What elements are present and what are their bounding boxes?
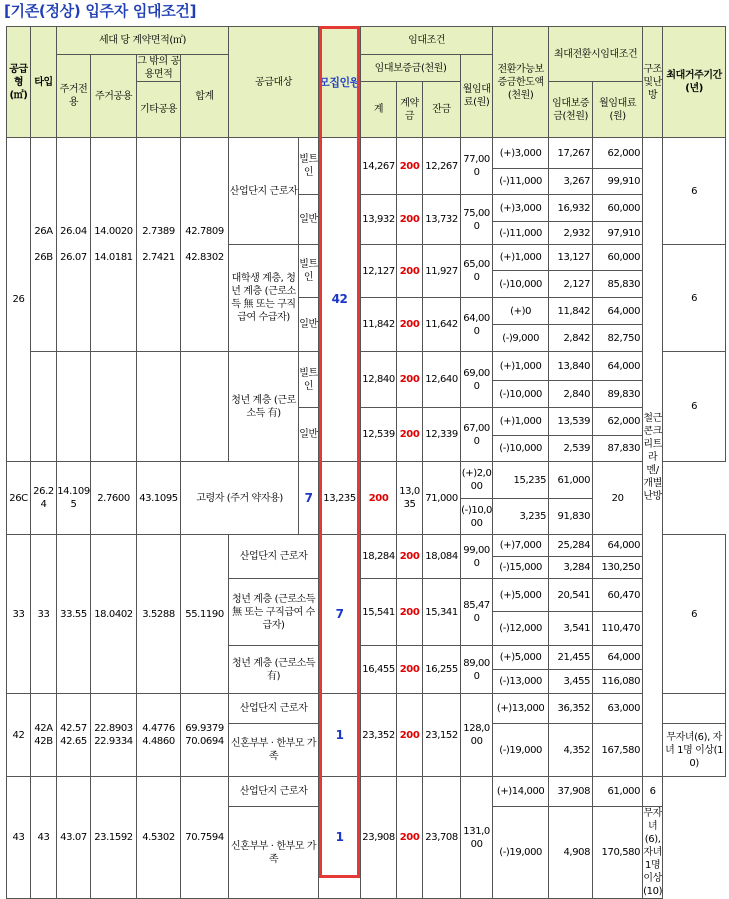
table-row <box>7 462 726 499</box>
residence-period: 무자녀(6), 자녀 1명 이상(10) <box>663 724 726 777</box>
deposit-contract: 200 <box>397 245 423 298</box>
other-common-area-cell: 2.7389 2.7421 <box>137 138 181 352</box>
rent-conditions-table <box>6 26 726 899</box>
residence-period: 6 <box>663 535 726 694</box>
subtype-cell: 일반 <box>299 195 319 245</box>
monthly-rent: 85,470 <box>461 579 493 646</box>
max-monthly: 64,000 <box>593 298 643 325</box>
deposit-balance: 16,255 <box>423 646 461 694</box>
recruit-count: 7 <box>319 535 361 694</box>
deposit-balance: 15,341 <box>423 579 461 646</box>
target-cell: 산업단지 근로자 <box>229 535 319 579</box>
max-deposit: 2,539 <box>549 436 593 462</box>
max-deposit: 20,541 <box>549 579 593 612</box>
exclusive-area-cell: 26.24 <box>31 462 57 535</box>
max-deposit: 3,455 <box>549 670 593 694</box>
conversion-limit: (-)11,000 <box>493 169 549 195</box>
conversion-limit: (+)3,000 <box>493 138 549 169</box>
deposit-balance: 12,267 <box>423 138 461 195</box>
max-deposit: 13,840 <box>549 352 593 381</box>
common-area-cell: 18.0402 <box>91 535 137 694</box>
header-deposit-contract: 계약금 <box>397 82 423 138</box>
table-row <box>7 777 726 807</box>
conversion-limit: (+)5,000 <box>493 646 549 670</box>
type-cell: 42A 42B <box>31 694 57 777</box>
max-deposit: 3,267 <box>549 169 593 195</box>
target-cell: 산업단지 근로자 <box>229 694 319 724</box>
monthly-rent: 65,000 <box>461 245 493 298</box>
max-monthly: 110,470 <box>593 612 643 646</box>
deposit-total: 12,127 <box>361 245 397 298</box>
table-row <box>7 352 726 381</box>
conversion-limit: (+)13,000 <box>493 694 549 724</box>
subtype-cell: 일반 <box>299 408 319 462</box>
max-monthly: 60,000 <box>593 245 643 271</box>
deposit-total: 23,352 <box>361 694 397 777</box>
max-monthly: 130,250 <box>593 557 643 579</box>
blank-type-cell <box>31 352 57 462</box>
conversion-limit: (+)3,000 <box>493 195 549 222</box>
deposit-balance: 13,035 <box>397 462 423 535</box>
header-max-residence: 최대거주기간(년) <box>663 27 726 138</box>
target-cell: 청년 계층 (근로소득 有) <box>229 352 299 462</box>
conversion-limit: (-)19,000 <box>493 807 549 899</box>
type-cell: 26A 26B <box>31 138 57 352</box>
exclusive-area-cell: 26.04 26.07 <box>57 138 91 352</box>
conversion-limit: (+)1,000 <box>493 352 549 381</box>
deposit-contract: 200 <box>397 408 423 462</box>
max-deposit: 2,127 <box>549 271 593 298</box>
monthly-rent: 99,000 <box>461 535 493 579</box>
residence-period-blank <box>663 694 726 724</box>
rent-conditions-table-wrapper <box>6 26 725 899</box>
max-deposit: 3,541 <box>549 612 593 646</box>
deposit-total: 13,235 <box>319 462 361 535</box>
conversion-limit: (-)10,000 <box>493 381 549 408</box>
max-deposit: 16,932 <box>549 195 593 222</box>
total-area-cell: 42.7809 42.8302 <box>181 138 229 352</box>
total-area-cell: 69.9379 70.0694 <box>181 694 229 777</box>
deposit-contract: 200 <box>397 777 423 899</box>
header-conversion-limit: 전환가능보증금한도액(천원) <box>493 27 549 138</box>
other-common-area-cell: 3.5288 <box>137 535 181 694</box>
max-deposit: 4,352 <box>549 724 593 777</box>
page-title: [기존(정상) 입주자 임대조건] <box>4 2 197 20</box>
exclusive-area-cell: 33.55 <box>57 535 91 694</box>
max-deposit: 15,235 <box>493 462 549 499</box>
header-structure: 구조및난방 <box>643 27 663 138</box>
deposit-total: 14,267 <box>361 138 397 195</box>
max-deposit: 11,842 <box>549 298 593 325</box>
monthly-rent: 64,000 <box>461 298 493 352</box>
subtype-cell: 빌트인 <box>299 245 319 298</box>
max-monthly: 62,000 <box>593 408 643 436</box>
supply-type-cell: 42 <box>7 694 31 777</box>
deposit-contract: 200 <box>397 138 423 195</box>
conversion-limit: (-)12,000 <box>493 612 549 646</box>
deposit-balance: 12,339 <box>423 408 461 462</box>
max-monthly: 61,000 <box>549 462 593 499</box>
conversion-limit: (-)10,000 <box>461 499 493 535</box>
header-max-deposit: 임대보증금(천원) <box>549 82 593 138</box>
deposit-contract: 200 <box>397 195 423 245</box>
table-row <box>7 535 726 557</box>
max-deposit: 13,127 <box>549 245 593 271</box>
deposit-contract: 200 <box>361 462 397 535</box>
max-monthly: 85,830 <box>593 271 643 298</box>
header-other-common: 기타공용 <box>137 82 181 138</box>
max-deposit: 25,284 <box>549 535 593 557</box>
target-cell: 청년 계층 (근로소득 有) <box>229 646 319 694</box>
max-deposit: 3,235 <box>493 499 549 535</box>
max-monthly: 64,000 <box>593 646 643 670</box>
conversion-limit: (-)19,000 <box>493 724 549 777</box>
max-monthly: 167,580 <box>593 724 643 777</box>
max-deposit: 36,352 <box>549 694 593 724</box>
header-recruit: 모집인원 <box>319 27 361 138</box>
monthly-rent: 77,000 <box>461 138 493 195</box>
max-monthly: 62,000 <box>593 138 643 169</box>
target-cell: 산업단지 근로자 <box>229 777 319 807</box>
conversion-limit: (+)5,000 <box>493 579 549 612</box>
structure-cell: 철근콘크리트라멘/개별난방 <box>643 138 663 777</box>
max-monthly: 82,750 <box>593 325 643 352</box>
target-cell: 산업단지 근로자 <box>229 138 299 245</box>
deposit-contract: 200 <box>397 298 423 352</box>
monthly-rent: 128,000 <box>461 694 493 777</box>
deposit-total: 16,455 <box>361 646 397 694</box>
subtype-cell: 일반 <box>299 298 319 352</box>
header-target: 공급대상 <box>229 27 319 138</box>
deposit-total: 12,539 <box>361 408 397 462</box>
conversion-limit: (-)13,000 <box>493 670 549 694</box>
conversion-limit: (+)14,000 <box>493 777 549 807</box>
conversion-limit: (+)0 <box>493 298 549 325</box>
max-deposit: 4,908 <box>549 807 593 899</box>
max-monthly: 64,000 <box>593 535 643 557</box>
type-cell: 26C <box>7 462 31 535</box>
residence-period: 무자녀(6), 자녀 1명 이상(10) <box>643 808 663 897</box>
supply-type-cell: 26 <box>7 138 31 462</box>
header-max-conversion-group: 최대전환시임대조건 <box>549 27 643 82</box>
deposit-balance: 12,640 <box>423 352 461 408</box>
header-deposit-balance: 잔금 <box>423 82 461 138</box>
recruit-count: 1 <box>319 777 361 899</box>
table-row <box>7 138 726 169</box>
blank-area-cell <box>91 352 137 462</box>
target-cell: 청년 계층 (근로소득 無 또는 구직급여 수급자) <box>229 579 319 646</box>
max-monthly: 89,830 <box>593 381 643 408</box>
max-deposit: 21,455 <box>549 646 593 670</box>
monthly-rent: 71,000 <box>423 462 461 535</box>
max-deposit: 2,842 <box>549 325 593 352</box>
monthly-rent: 89,000 <box>461 646 493 694</box>
header-area-group: 세대 당 계약면적(㎡) <box>57 27 229 55</box>
max-monthly: 99,910 <box>593 169 643 195</box>
other-common-area-cell: 4.4776 4.4860 <box>137 694 181 777</box>
conversion-limit: (+)1,000 <box>493 245 549 271</box>
deposit-contract: 200 <box>397 646 423 694</box>
deposit-total: 15,541 <box>361 579 397 646</box>
blank-area-cell <box>181 352 229 462</box>
header-common: 주거공용 <box>91 55 137 138</box>
deposit-contract: 200 <box>397 694 423 777</box>
max-monthly: 87,830 <box>593 436 643 462</box>
max-monthly: 60,470 <box>593 579 643 612</box>
header-total: 합계 <box>181 55 229 138</box>
subtype-cell: 빌트인 <box>299 352 319 408</box>
monthly-rent: 67,000 <box>461 408 493 462</box>
max-monthly: 63,000 <box>593 694 643 724</box>
residence-period: 6 <box>663 352 726 462</box>
header-supply-type: 공급형(㎡) <box>7 27 31 138</box>
conversion-limit: (-)11,000 <box>493 222 549 245</box>
deposit-contract: 200 <box>397 579 423 646</box>
conversion-limit: (-)9,000 <box>493 325 549 352</box>
residence-period: 6 <box>643 777 663 807</box>
conversion-limit: (+)7,000 <box>493 535 549 557</box>
max-deposit: 2,840 <box>549 381 593 408</box>
type-cell: 33 <box>31 535 57 694</box>
header-max-monthly: 월임대료(원) <box>593 82 643 138</box>
residence-period: 20 <box>593 462 643 535</box>
max-monthly: 64,000 <box>593 352 643 381</box>
max-deposit: 13,539 <box>549 408 593 436</box>
header-other-common-group: 그 밖의 공용면적 <box>137 56 180 80</box>
max-deposit: 17,267 <box>549 138 593 169</box>
max-monthly: 61,000 <box>593 777 643 807</box>
supply-type-cell: 33 <box>7 535 31 694</box>
deposit-total: 23,908 <box>361 777 397 899</box>
deposit-total: 11,842 <box>361 298 397 352</box>
target-cell: 고령자 (주거 약자용) <box>181 462 299 535</box>
max-monthly: 97,910 <box>593 222 643 245</box>
max-deposit: 37,908 <box>549 777 593 807</box>
exclusive-area-cell: 43.07 <box>57 777 91 899</box>
total-area-cell: 70.7594 <box>181 777 229 899</box>
other-common-area-cell: 2.7600 <box>91 462 137 535</box>
target-cell: 신혼부부 · 한부모 가족 <box>229 807 319 899</box>
deposit-total: 13,932 <box>361 195 397 245</box>
total-area-cell: 43.1095 <box>137 462 181 535</box>
header-deposit-group: 임대보증금(천원) <box>361 55 461 82</box>
monthly-rent: 69,000 <box>461 352 493 408</box>
deposit-total: 12,840 <box>361 352 397 408</box>
monthly-rent: 131,000 <box>461 777 493 899</box>
conversion-limit: (+)1,000 <box>493 408 549 436</box>
target-cell: 대학생 계층, 청년 계층 (근로소득 無 또는 구직급여 수급자) <box>229 245 299 352</box>
other-common-area-cell: 4.5302 <box>137 777 181 899</box>
deposit-balance: 23,708 <box>423 777 461 899</box>
deposit-balance: 13,732 <box>423 195 461 245</box>
common-area-cell: 22.8903 22.9334 <box>91 694 137 777</box>
header-monthly-rent: 월임대료(원) <box>461 55 493 138</box>
deposit-contract: 200 <box>397 352 423 408</box>
max-monthly: 116,080 <box>593 670 643 694</box>
blank-area-cell <box>137 352 181 462</box>
recruit-count: 1 <box>319 694 361 777</box>
header-type: 타입 <box>31 27 57 138</box>
deposit-balance: 18,084 <box>423 535 461 579</box>
deposit-contract: 200 <box>397 535 423 579</box>
deposit-total: 18,284 <box>361 535 397 579</box>
conversion-limit: (-)10,000 <box>493 436 549 462</box>
deposit-balance: 23,152 <box>423 694 461 777</box>
target-cell: 신혼부부 · 한부모 가족 <box>229 724 319 777</box>
max-monthly: 170,580 <box>593 807 643 899</box>
conversion-limit: (+)2,000 <box>461 462 493 499</box>
blank-area-cell <box>57 352 91 462</box>
total-area-cell: 55.1190 <box>181 535 229 694</box>
table-row <box>7 694 726 724</box>
max-deposit: 2,932 <box>549 222 593 245</box>
common-area-cell: 14.1095 <box>57 462 91 535</box>
common-area-cell: 14.0020 14.0181 <box>91 138 137 352</box>
common-area-cell: 23.1592 <box>91 777 137 899</box>
max-deposit: 3,284 <box>549 557 593 579</box>
max-monthly: 91,830 <box>549 499 593 535</box>
max-monthly: 60,000 <box>593 195 643 222</box>
residence-period: 6 <box>663 245 726 352</box>
exclusive-area-cell: 42.57 42.65 <box>57 694 91 777</box>
recruit-count: 42 <box>319 138 361 462</box>
monthly-rent: 75,000 <box>461 195 493 245</box>
residence-period: 6 <box>663 138 726 245</box>
deposit-balance: 11,642 <box>423 298 461 352</box>
type-cell: 43 <box>31 777 57 899</box>
header-rent-group: 임대조건 <box>361 27 493 55</box>
supply-type-cell: 43 <box>7 777 31 899</box>
conversion-limit: (-)15,000 <box>493 557 549 579</box>
deposit-balance: 11,927 <box>423 245 461 298</box>
header-exclusive: 주거전용 <box>57 55 91 138</box>
conversion-limit: (-)10,000 <box>493 271 549 298</box>
recruit-count: 7 <box>299 462 319 535</box>
subtype-cell: 빌트인 <box>299 138 319 195</box>
header-deposit-total: 계 <box>361 82 397 138</box>
